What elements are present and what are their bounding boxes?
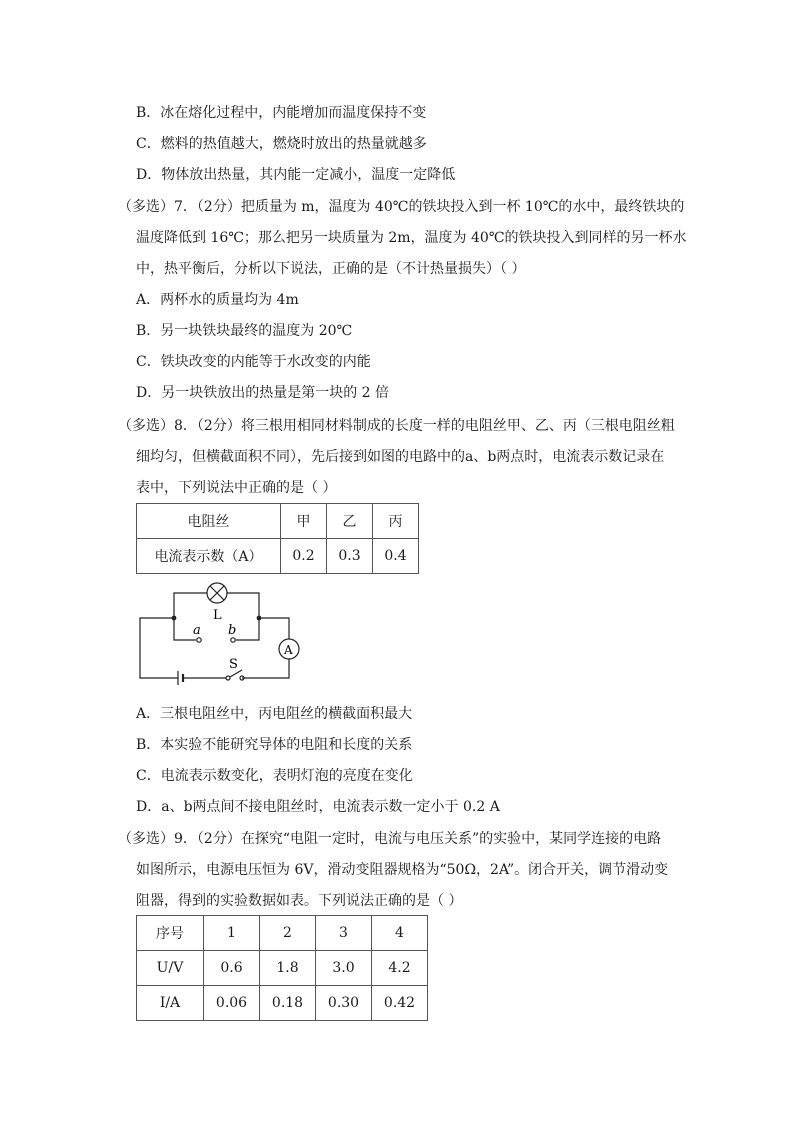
table-cell: 0.3 bbox=[327, 539, 373, 574]
table-row bbox=[137, 986, 428, 1021]
table-row bbox=[137, 504, 419, 539]
table-cell: 序号 bbox=[137, 916, 204, 951]
table-cell: 1.8 bbox=[260, 951, 316, 986]
table-cell: 3.0 bbox=[316, 951, 372, 986]
table-cell: I/A bbox=[137, 986, 204, 1021]
q7-option-d: D．另一块铁放出的热量是第一块的 2 倍 bbox=[136, 385, 390, 401]
table-cell: 1 bbox=[204, 916, 260, 951]
wire bbox=[242, 659, 289, 678]
table-cell: 2 bbox=[260, 916, 316, 951]
table-cell: 0.6 bbox=[204, 951, 260, 986]
q8-stem-line-2: 细均匀，但横截面积不同），先后接到如图的电路中的a、b两点时，电流表示数记录在 bbox=[136, 449, 665, 465]
junction-dot bbox=[172, 616, 177, 621]
battery-icon bbox=[178, 671, 183, 685]
q8-option-a: A．三根电阻丝中，丙电阻丝的横截面积最大 bbox=[136, 706, 413, 722]
q8-option-d: D．a、b两点间不接电阻丝时，电流表示数一定小于 0.2 A bbox=[136, 799, 500, 815]
q6-option-d: D．物体放出热量，其内能一定减小，温度一定降低 bbox=[136, 167, 456, 183]
wire bbox=[236, 618, 259, 640]
terminal-a bbox=[197, 638, 201, 642]
table-cell: 甲 bbox=[281, 504, 327, 539]
wire bbox=[227, 593, 259, 618]
terminal-b-label: b bbox=[228, 623, 237, 638]
table-cell: 丙 bbox=[373, 504, 419, 539]
q8-stem-line-3: 表中，下列说法中正确的是（ ） bbox=[136, 480, 337, 496]
q9-data-table bbox=[136, 915, 428, 1021]
q8-stem-line-1: （多选）8．（2分）将三根用相同材料制成的长度一样的电阻丝甲、乙、丙（三根电阻丝粗 bbox=[118, 418, 675, 434]
q7-stem-line-1: （多选）7．（2分）把质量为 m，温度为 40℃的铁块投入到一杯 10℃的水中，最终铁块的 bbox=[118, 199, 685, 215]
terminal-b bbox=[231, 638, 235, 642]
table-cell: 电流表示数（A） bbox=[137, 539, 281, 574]
junction-dot bbox=[257, 616, 262, 621]
table-row bbox=[137, 539, 419, 574]
table-cell: 电阻丝 bbox=[137, 504, 281, 539]
table-cell: 4.2 bbox=[372, 951, 428, 986]
lamp-label: L bbox=[213, 608, 222, 623]
q7-stem-line-3: 中，热平衡后，分析以下说法，正确的是（不计热量损失）（ ） bbox=[136, 261, 526, 277]
table-cell: 0.42 bbox=[372, 986, 428, 1021]
table-cell: 0.4 bbox=[373, 539, 419, 574]
table-cell: 乙 bbox=[327, 504, 373, 539]
table-cell: 0.30 bbox=[316, 986, 372, 1021]
table-cell: 0.06 bbox=[204, 986, 260, 1021]
terminal-a-label: a bbox=[193, 623, 201, 638]
q7-stem-line-2: 温度降低到 16℃；那么把另一块质量为 2m，温度为 40℃的铁块投入到同样的另一杯水 bbox=[136, 230, 687, 246]
table-cell: 4 bbox=[372, 916, 428, 951]
q8-current-table bbox=[136, 503, 419, 574]
table-cell: 0.18 bbox=[260, 986, 316, 1021]
ammeter-label: A bbox=[284, 643, 293, 657]
q7-option-b: B．另一块铁块最终的温度为 20℃ bbox=[136, 323, 353, 339]
switch-label: S bbox=[229, 657, 238, 672]
q6-option-b: B．冰在熔化过程中，内能增加而温度保持不变 bbox=[136, 105, 427, 121]
q9-stem-line-1: （多选）9．（2分）在探究“电阻一定时，电流与电压关系”的实验中，某同学连接的电路 bbox=[118, 831, 662, 847]
q8-option-c: C．电流表示数变化，表明灯泡的亮度在变化 bbox=[136, 768, 413, 784]
q8-option-b: B．本实验不能研究导体的电阻和长度的关系 bbox=[136, 737, 413, 753]
wire bbox=[174, 593, 207, 618]
lamp-icon bbox=[207, 583, 227, 603]
q7-option-a: A．两杯水的质量均为 4m bbox=[136, 292, 299, 308]
table-row bbox=[137, 916, 428, 951]
table-cell: 0.2 bbox=[281, 539, 327, 574]
table-cell: U/V bbox=[137, 951, 204, 986]
q9-stem-line-3: 阻器，得到的实验数据如表。下列说法正确的是（ ） bbox=[136, 893, 463, 909]
circuit-diagram bbox=[134, 578, 314, 690]
q7-option-c: C．铁块改变的内能等于水改变的内能 bbox=[136, 354, 371, 370]
wire bbox=[259, 618, 289, 639]
q6-option-c: C．燃料的热值越大，燃烧时放出的热量就越多 bbox=[136, 136, 427, 152]
q9-stem-line-2: 如图所示，电源电压恒为 6V，滑动变阻器规格为“50Ω，2A”。闭合开关，调节滑动变 bbox=[136, 862, 669, 878]
table-row bbox=[137, 951, 428, 986]
table-cell: 3 bbox=[316, 916, 372, 951]
wire bbox=[140, 618, 178, 678]
